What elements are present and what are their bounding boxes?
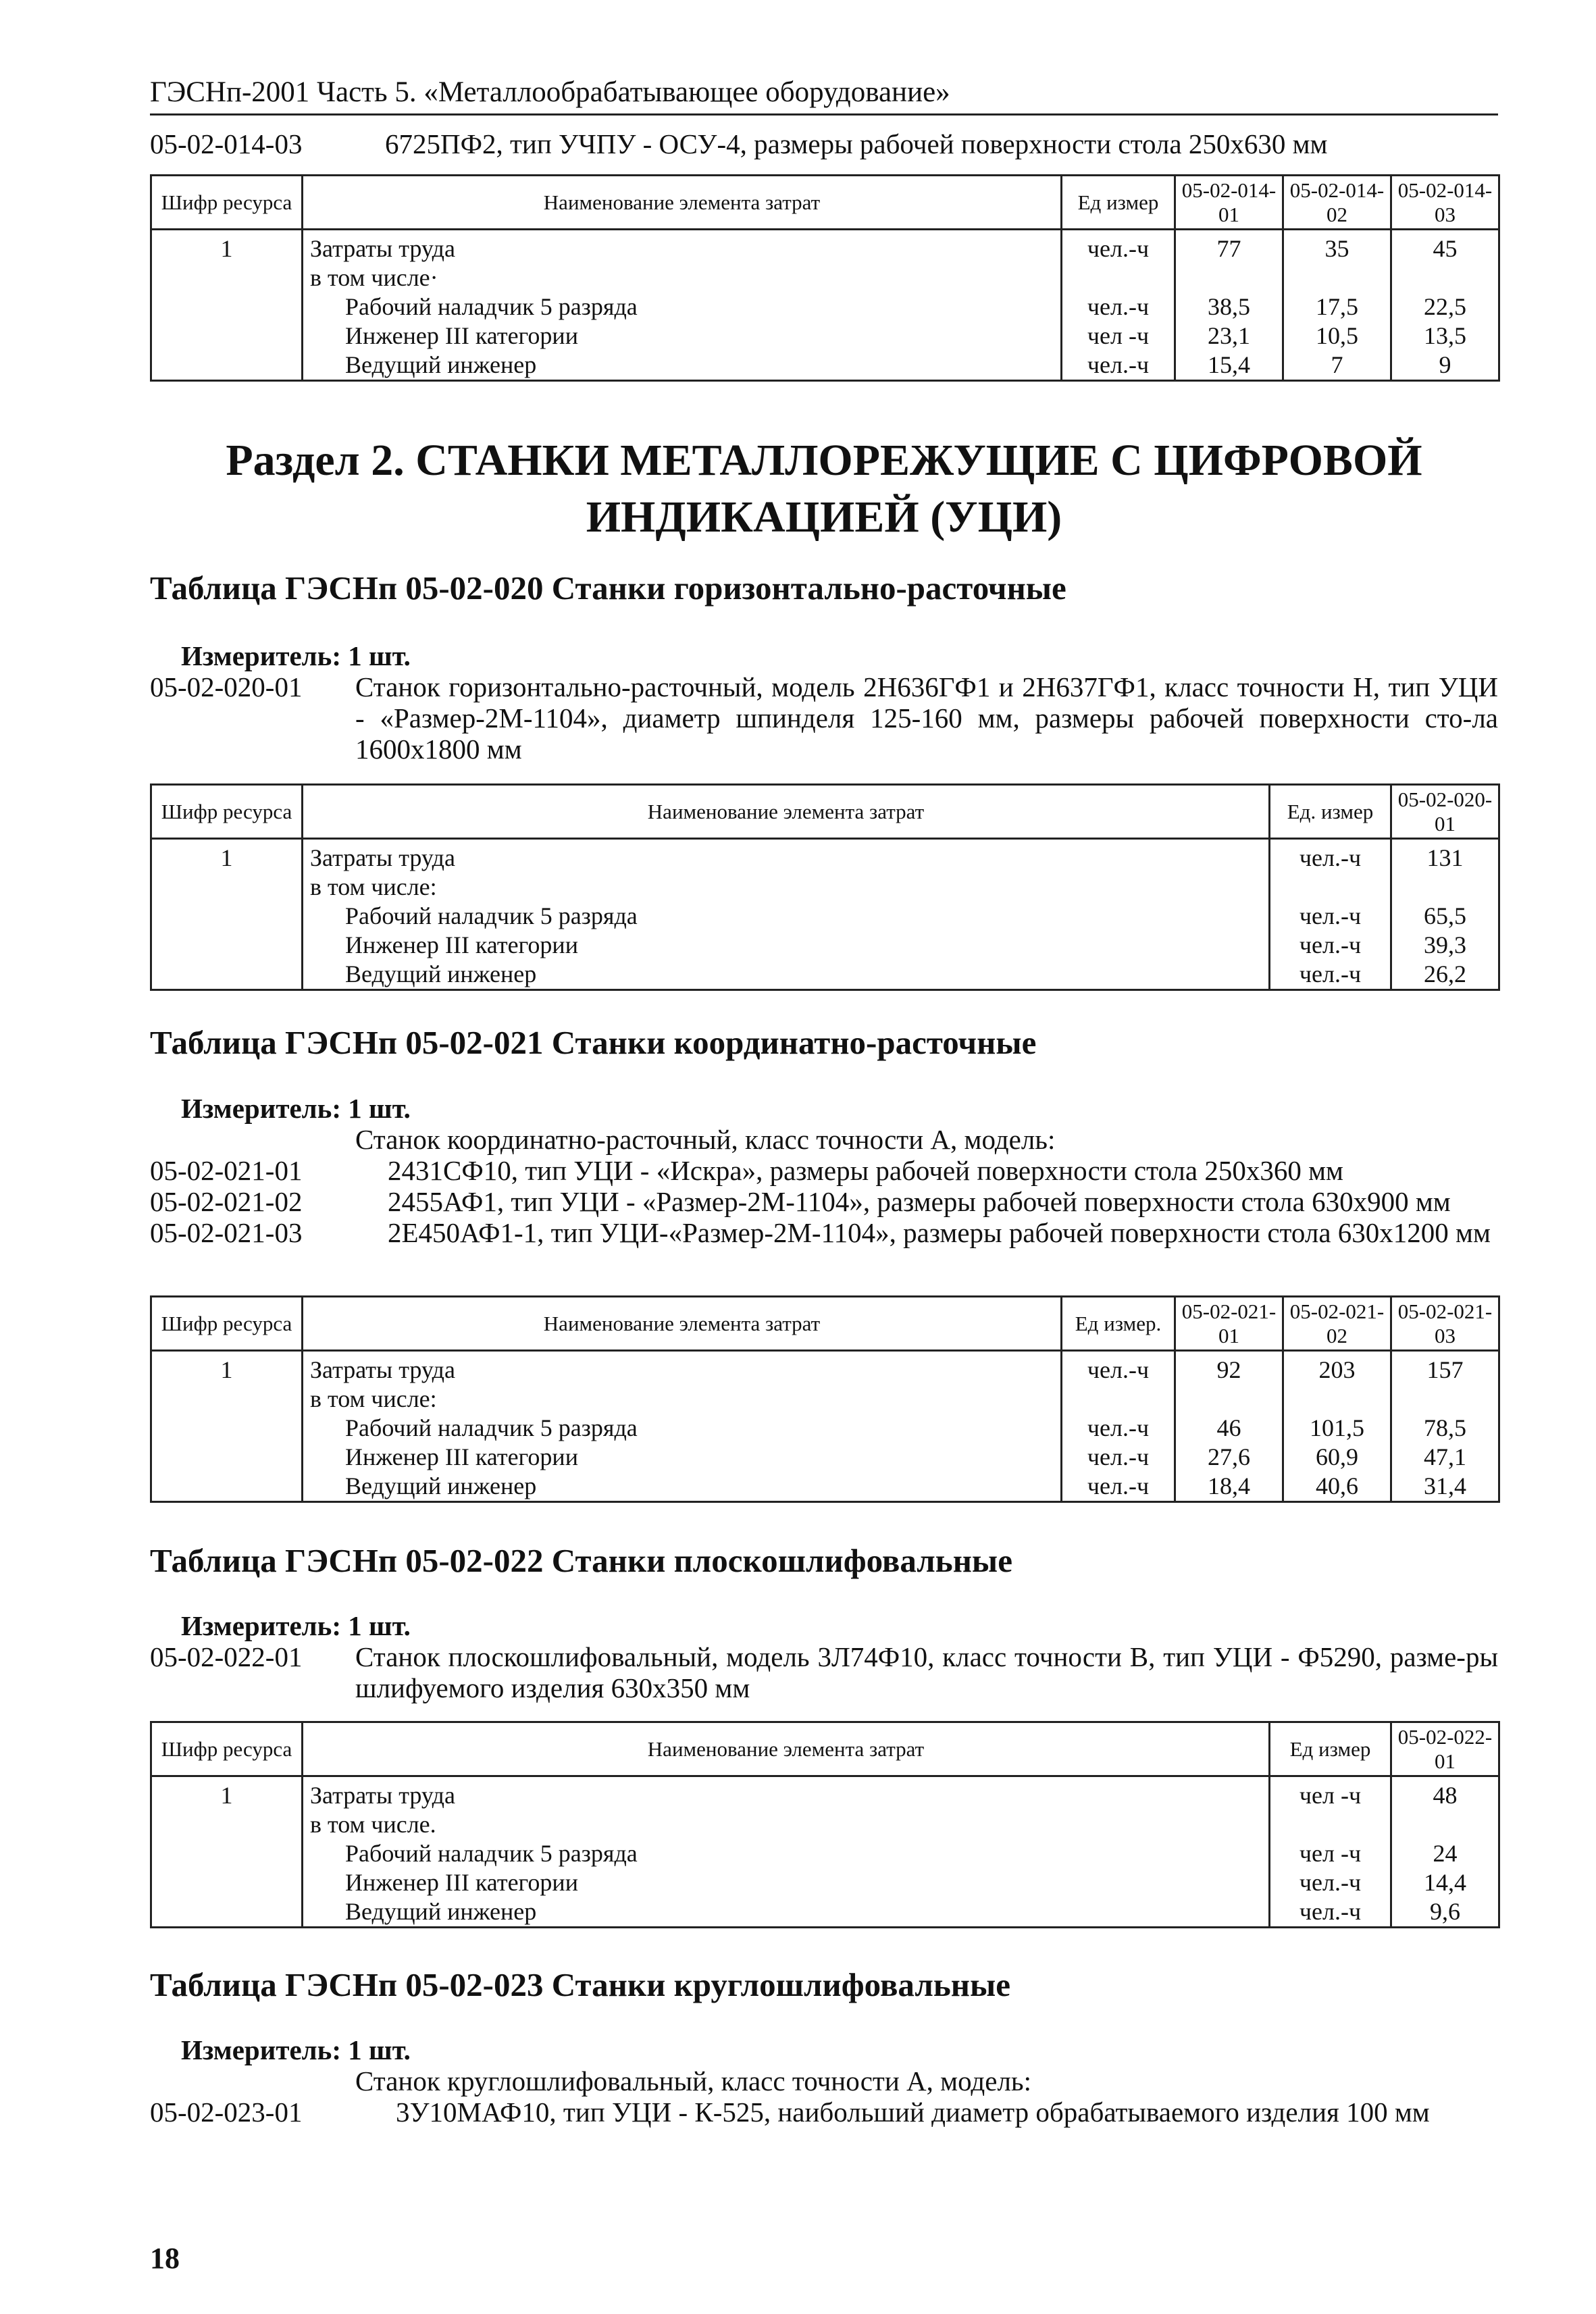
- cell-resource-code: [151, 1385, 303, 1414]
- cell-unit: чел -ч: [1062, 322, 1175, 351]
- col-header-unit: Ед измер.: [1062, 1297, 1175, 1351]
- item-description: 2431СФ10, тип УЦИ - «Искра», размеры рабочей поверхности стола 250х360 мм: [388, 1155, 1343, 1186]
- measure-label: Измеритель:: [181, 640, 342, 671]
- cell-norm-value: 7: [1283, 351, 1391, 381]
- cell-norm-value: 157: [1391, 1351, 1499, 1385]
- cell-unit: чел.-ч: [1270, 931, 1391, 960]
- cell-unit: [1062, 1385, 1175, 1414]
- cell-resource-code: [151, 351, 303, 381]
- table-title-05-02-022: Таблица ГЭСНп 05-02-022 Станки плоскошлифовальные: [150, 1542, 1012, 1579]
- col-header-norm: 05-02-020-01: [1391, 785, 1499, 839]
- table-row: [151, 351, 1499, 381]
- cell-cost-element: Затраты труда: [303, 1351, 1062, 1385]
- page-number: 18: [150, 2242, 180, 2275]
- measure-label: Измеритель:: [181, 2034, 342, 2065]
- cell-norm-value: 26,2: [1391, 960, 1499, 990]
- table-row: [151, 931, 1499, 960]
- table-row: [151, 322, 1499, 351]
- table-row: [151, 1351, 1499, 1385]
- cell-norm-value: 101,5: [1283, 1414, 1391, 1443]
- cell-unit: [1270, 1810, 1391, 1839]
- cell-cost-element: Инженер III категории: [303, 1443, 1062, 1472]
- item-code: 05-02-014-03: [150, 128, 303, 159]
- table-row: [151, 1385, 1499, 1414]
- col-header-norm: 05-02-021-03: [1391, 1297, 1499, 1351]
- cell-cost-element: Затраты труда: [303, 230, 1062, 264]
- cell-unit: чел.-ч: [1270, 960, 1391, 990]
- measure-value: 1 шт.: [348, 1093, 411, 1124]
- col-header-name: Наименование элемента затрат: [303, 1297, 1062, 1351]
- cell-norm-value: 31,4: [1391, 1472, 1499, 1502]
- cell-cost-element: Инженер III категории: [303, 1868, 1270, 1897]
- running-header: ГЭСНп-2001 Часть 5. «Металлообрабатывающее оборудование»: [150, 76, 950, 108]
- cell-resource-code: 1: [151, 230, 303, 264]
- measure-line: [181, 2034, 411, 2065]
- cell-norm-value: 65,5: [1391, 902, 1499, 931]
- section-title-line2: ИНДИКАЦИЕЙ (УЦИ): [586, 492, 1062, 542]
- cell-cost-element: Затраты труда: [303, 839, 1270, 873]
- col-header-name: Наименование элемента затрат: [303, 176, 1062, 230]
- col-header-norm: 05-02-022-01: [1391, 1722, 1499, 1776]
- cell-resource-code: [151, 931, 303, 960]
- cell-unit: чел.-ч: [1062, 1443, 1175, 1472]
- item-description: Станок горизонтально-расточный, модель 2Н636ГФ1 и 2Н637ГФ1, класс точности Н, тип УЦИ - «Размер-2М-1104», диаметр шпинделя 125-160 мм, размеры рабочей поверхности сто-ла 1600х1800 мм: [355, 671, 1498, 765]
- cell-cost-element: Ведущий инженер: [303, 1897, 1270, 1928]
- cell-cost-element: Ведущий инженер: [303, 351, 1062, 381]
- resource-table-05-02-021: [150, 1295, 1500, 1503]
- cell-unit: чел.-ч: [1062, 292, 1175, 322]
- measure-value: 1 шт.: [348, 2034, 411, 2065]
- col-header-norm: 05-02-021-01: [1175, 1297, 1283, 1351]
- cell-cost-element: Ведущий инженер: [303, 960, 1270, 990]
- cell-norm-value: 9: [1391, 351, 1499, 381]
- item-description: 3У10МАФ10, тип УЦИ - К-525, наибольший диаметр обрабатываемого изделия 100 мм: [396, 2097, 1430, 2128]
- cell-norm-value: 18,4: [1175, 1472, 1283, 1502]
- item-description: Станок плоскошлифовальный, модель 3Л74Ф10, класс точности В, тип УЦИ - Ф5290, разме-ры шлифуемого изделия 630х350 мм: [355, 1641, 1498, 1703]
- table-row: [151, 230, 1499, 264]
- item-code: 05-02-023-01: [150, 2097, 303, 2128]
- section-title-line1: Раздел 2. СТАНКИ МЕТАЛЛОРЕЖУЩИЕ С ЦИФРОВОЙ: [226, 436, 1422, 485]
- item-code: 05-02-021-02: [150, 1186, 303, 1217]
- cell-norm-value: 35: [1283, 230, 1391, 264]
- cell-resource-code: 1: [151, 1776, 303, 1811]
- cell-norm-value: 22,5: [1391, 292, 1499, 322]
- cell-norm-value: 48: [1391, 1776, 1499, 1811]
- col-header-unit: Ед измер: [1062, 176, 1175, 230]
- table-title-05-02-021: Таблица ГЭСНп 05-02-021 Станки координатно-расточные: [150, 1024, 1037, 1061]
- section-title: [150, 432, 1498, 546]
- table-row: [151, 902, 1499, 931]
- item-code: 05-02-021-03: [150, 1217, 303, 1248]
- col-header-code: Шифр ресурса: [151, 176, 303, 230]
- table-row: [151, 1868, 1499, 1897]
- cell-norm-value: [1283, 263, 1391, 292]
- table-title-05-02-020: Таблица ГЭСНп 05-02-020 Станки горизонтально-расточные: [150, 569, 1066, 607]
- cell-norm-value: 23,1: [1175, 322, 1283, 351]
- cell-resource-code: [151, 960, 303, 990]
- cell-norm-value: 14,4: [1391, 1868, 1499, 1897]
- cell-cost-element: Инженер III категории: [303, 931, 1270, 960]
- cell-norm-value: 15,4: [1175, 351, 1283, 381]
- cell-unit: чел.-ч: [1062, 351, 1175, 381]
- table-row: [151, 873, 1499, 902]
- item-description: 2Е450АФ1-1, тип УЦИ-«Размер-2М-1104», размеры рабочей поверхности стола 630х1200 мм: [388, 1217, 1491, 1248]
- measure-value: 1 шт.: [348, 640, 411, 671]
- cell-norm-value: 40,6: [1283, 1472, 1391, 1502]
- cell-cost-element: Рабочий наладчик 5 разряда: [303, 292, 1062, 322]
- col-header-norm: 05-02-014-03: [1391, 176, 1499, 230]
- cell-cost-element: в том числе.: [303, 1810, 1270, 1839]
- cell-norm-value: 46: [1175, 1414, 1283, 1443]
- item-code: 05-02-020-01: [150, 671, 303, 702]
- measure-line: [181, 1093, 411, 1124]
- cell-unit: чел.-ч: [1270, 1868, 1391, 1897]
- cell-cost-element: Рабочий наладчик 5 разряда: [303, 902, 1270, 931]
- cell-resource-code: [151, 1897, 303, 1928]
- cell-norm-value: 77: [1175, 230, 1283, 264]
- cell-norm-value: 92: [1175, 1351, 1283, 1385]
- cell-unit: чел -ч: [1270, 1776, 1391, 1811]
- cell-norm-value: 203: [1283, 1351, 1391, 1385]
- cell-resource-code: [151, 1810, 303, 1839]
- cell-norm-value: [1175, 1385, 1283, 1414]
- header-rule: [150, 113, 1498, 115]
- cell-resource-code: [151, 873, 303, 902]
- cell-unit: чел.-ч: [1062, 1414, 1175, 1443]
- table-row: [151, 263, 1499, 292]
- col-header-name: Наименование элемента затрат: [303, 785, 1270, 839]
- cell-norm-value: [1175, 263, 1283, 292]
- cell-cost-element: Рабочий наладчик 5 разряда: [303, 1414, 1062, 1443]
- measure-line: [181, 1610, 411, 1641]
- cell-resource-code: [151, 1868, 303, 1897]
- cell-resource-code: [151, 1443, 303, 1472]
- cell-norm-value: [1283, 1385, 1391, 1414]
- table-row: [151, 1414, 1499, 1443]
- cell-norm-value: 10,5: [1283, 322, 1391, 351]
- table-row: [151, 1839, 1499, 1868]
- table-row: [151, 1810, 1499, 1839]
- cell-norm-value: 60,9: [1283, 1443, 1391, 1472]
- table-row: [151, 1776, 1499, 1811]
- cell-cost-element: Затраты труда: [303, 1776, 1270, 1811]
- cell-norm-value: 38,5: [1175, 292, 1283, 322]
- cell-cost-element: в том числе·: [303, 263, 1062, 292]
- col-header-unit: Ед. измер: [1270, 785, 1391, 839]
- cell-cost-element: Инженер III категории: [303, 322, 1062, 351]
- cell-cost-element: в том числе:: [303, 1385, 1062, 1414]
- cell-norm-value: 13,5: [1391, 322, 1499, 351]
- cell-resource-code: [151, 1839, 303, 1868]
- cell-cost-element: в том числе:: [303, 873, 1270, 902]
- cell-norm-value: 78,5: [1391, 1414, 1499, 1443]
- table-row: [151, 1472, 1499, 1502]
- cell-resource-code: [151, 263, 303, 292]
- table-row: [151, 1897, 1499, 1928]
- cell-norm-value: 27,6: [1175, 1443, 1283, 1472]
- measure-value: 1 шт.: [348, 1610, 411, 1641]
- resource-table-05-02-022: [150, 1721, 1500, 1928]
- cell-resource-code: 1: [151, 1351, 303, 1385]
- cell-unit: чел.-ч: [1270, 902, 1391, 931]
- col-header-norm: 05-02-014-02: [1283, 176, 1391, 230]
- resource-table-05-02-014: [150, 174, 1500, 382]
- cell-resource-code: 1: [151, 839, 303, 873]
- item-description: 6725ПФ2, тип УЧПУ - ОСУ-4, размеры рабочей поверхности стола 250х630 мм: [385, 128, 1328, 159]
- item-code: 05-02-022-01: [150, 1641, 303, 1672]
- measure-label: Измеритель:: [181, 1610, 342, 1641]
- col-header-code: Шифр ресурса: [151, 1297, 303, 1351]
- cell-norm-value: 17,5: [1283, 292, 1391, 322]
- cell-unit: чел.-ч: [1062, 1351, 1175, 1385]
- cell-resource-code: [151, 322, 303, 351]
- cell-unit: чел.-ч: [1062, 230, 1175, 264]
- cell-norm-value: 9,6: [1391, 1897, 1499, 1928]
- cell-resource-code: [151, 902, 303, 931]
- cell-norm-value: 131: [1391, 839, 1499, 873]
- cell-cost-element: Ведущий инженер: [303, 1472, 1062, 1502]
- col-header-code: Шифр ресурса: [151, 785, 303, 839]
- cell-resource-code: [151, 1414, 303, 1443]
- item-description: 2455АФ1, тип УЦИ - «Размер-2М-1104», размеры рабочей поверхности стола 630х900 мм: [388, 1186, 1451, 1217]
- resource-table-05-02-020: [150, 783, 1500, 991]
- cell-norm-value: 24: [1391, 1839, 1499, 1868]
- col-header-name: Наименование элемента затрат: [303, 1722, 1270, 1776]
- cell-norm-value: 45: [1391, 230, 1499, 264]
- table-row: [151, 960, 1499, 990]
- cell-norm-value: [1391, 1385, 1499, 1414]
- cell-unit: чел.-ч: [1270, 1897, 1391, 1928]
- model-intro: Станок координатно-расточный, класс точности А, модель:: [355, 1124, 1056, 1155]
- col-header-norm: 05-02-014-01: [1175, 176, 1283, 230]
- cell-unit: чел.-ч: [1270, 839, 1391, 873]
- col-header-unit: Ед измер: [1270, 1722, 1391, 1776]
- cell-cost-element: Рабочий наладчик 5 разряда: [303, 1839, 1270, 1868]
- col-header-norm: 05-02-021-02: [1283, 1297, 1391, 1351]
- cell-norm-value: 47,1: [1391, 1443, 1499, 1472]
- table-row: [151, 1443, 1499, 1472]
- cell-resource-code: [151, 1472, 303, 1502]
- col-header-code: Шифр ресурса: [151, 1722, 303, 1776]
- measure-line: [181, 640, 411, 671]
- cell-norm-value: 39,3: [1391, 931, 1499, 960]
- cell-unit: чел -ч: [1270, 1839, 1391, 1868]
- table-row: [151, 839, 1499, 873]
- cell-unit: чел.-ч: [1062, 1472, 1175, 1502]
- cell-resource-code: [151, 292, 303, 322]
- cell-unit: [1062, 263, 1175, 292]
- cell-unit: [1270, 873, 1391, 902]
- table-title-05-02-023: Таблица ГЭСНп 05-02-023 Станки круглошлифовальные: [150, 1966, 1010, 2003]
- table-row: [151, 292, 1499, 322]
- item-code: 05-02-021-01: [150, 1155, 303, 1186]
- measure-label: Измеритель:: [181, 1093, 342, 1124]
- model-intro: Станок круглошлифовальный, класс точности А, модель:: [355, 2065, 1032, 2097]
- cell-norm-value: [1391, 263, 1499, 292]
- cell-norm-value: [1391, 1810, 1499, 1839]
- cell-norm-value: [1391, 873, 1499, 902]
